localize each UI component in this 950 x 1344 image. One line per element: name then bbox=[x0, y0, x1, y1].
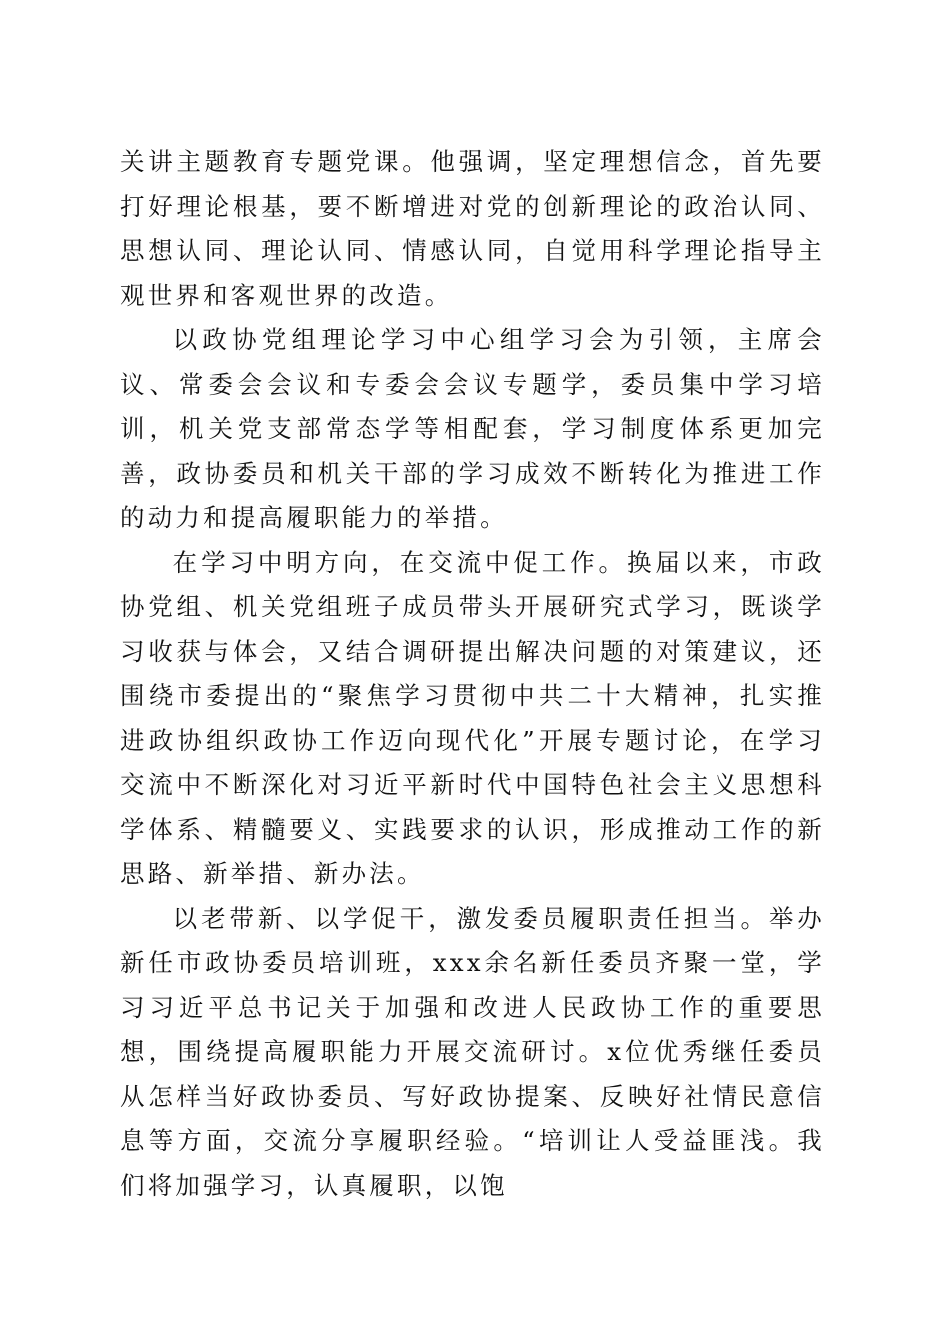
document-body bbox=[120, 140, 825, 1208]
paragraph-1: 关讲主题教育专题党课。他强调，坚定理想信念，首先要打好理论根基，要不断增进对党的创新理论的政治认同、思想认同、理论认同、情感认同，自觉用科学理论指导主观世界和客观世界的改造。 bbox=[120, 147, 825, 310]
paragraph-3: 在学习中明方向，在交流中促工作。换届以来，市政协党组、机关党组班子成员带头开展研究式学习，既谈学习收获与体会，又结合调研提出解决问题的对策建议，还围绕市委提出的“聚焦学习贯彻中共二十大精神，扎实推进政协组织政协工作迈向现代化”开展专题讨论，在学习交流中不断深化对习近平新时代中国特色社会主义思想科学体系、精髓要义、实践要求的认识，形成推动工作的新思路、新举措、新办法。 bbox=[120, 547, 825, 888]
paragraph-2: 以政协党组理论学习中心组学习会为引领，主席会议、常委会会议和专委会会议专题学，委员集中学习培训，机关党支部常态学等相配套，学习制度体系更加完善，政协委员和机关干部的学习成效不断转化为推进工作的动力和提高履职能力的举措。 bbox=[120, 325, 825, 532]
paragraph-4: 以老带新、以学促干，激发委员履职责任担当。举办新任市政协委员培训班，xxx余名新任委员齐聚一堂，学习习近平总书记关于加强和改进人民政协工作的重要思想，围绕提高履职能力开展交流研讨。x位优秀继任委员从怎样当好政协委员、写好政协提案、反映好社情民意信息等方面，交流分享履职经验。“培训让人受益匪浅。我们将加强学习，认真履职，以饱 bbox=[120, 903, 825, 1200]
